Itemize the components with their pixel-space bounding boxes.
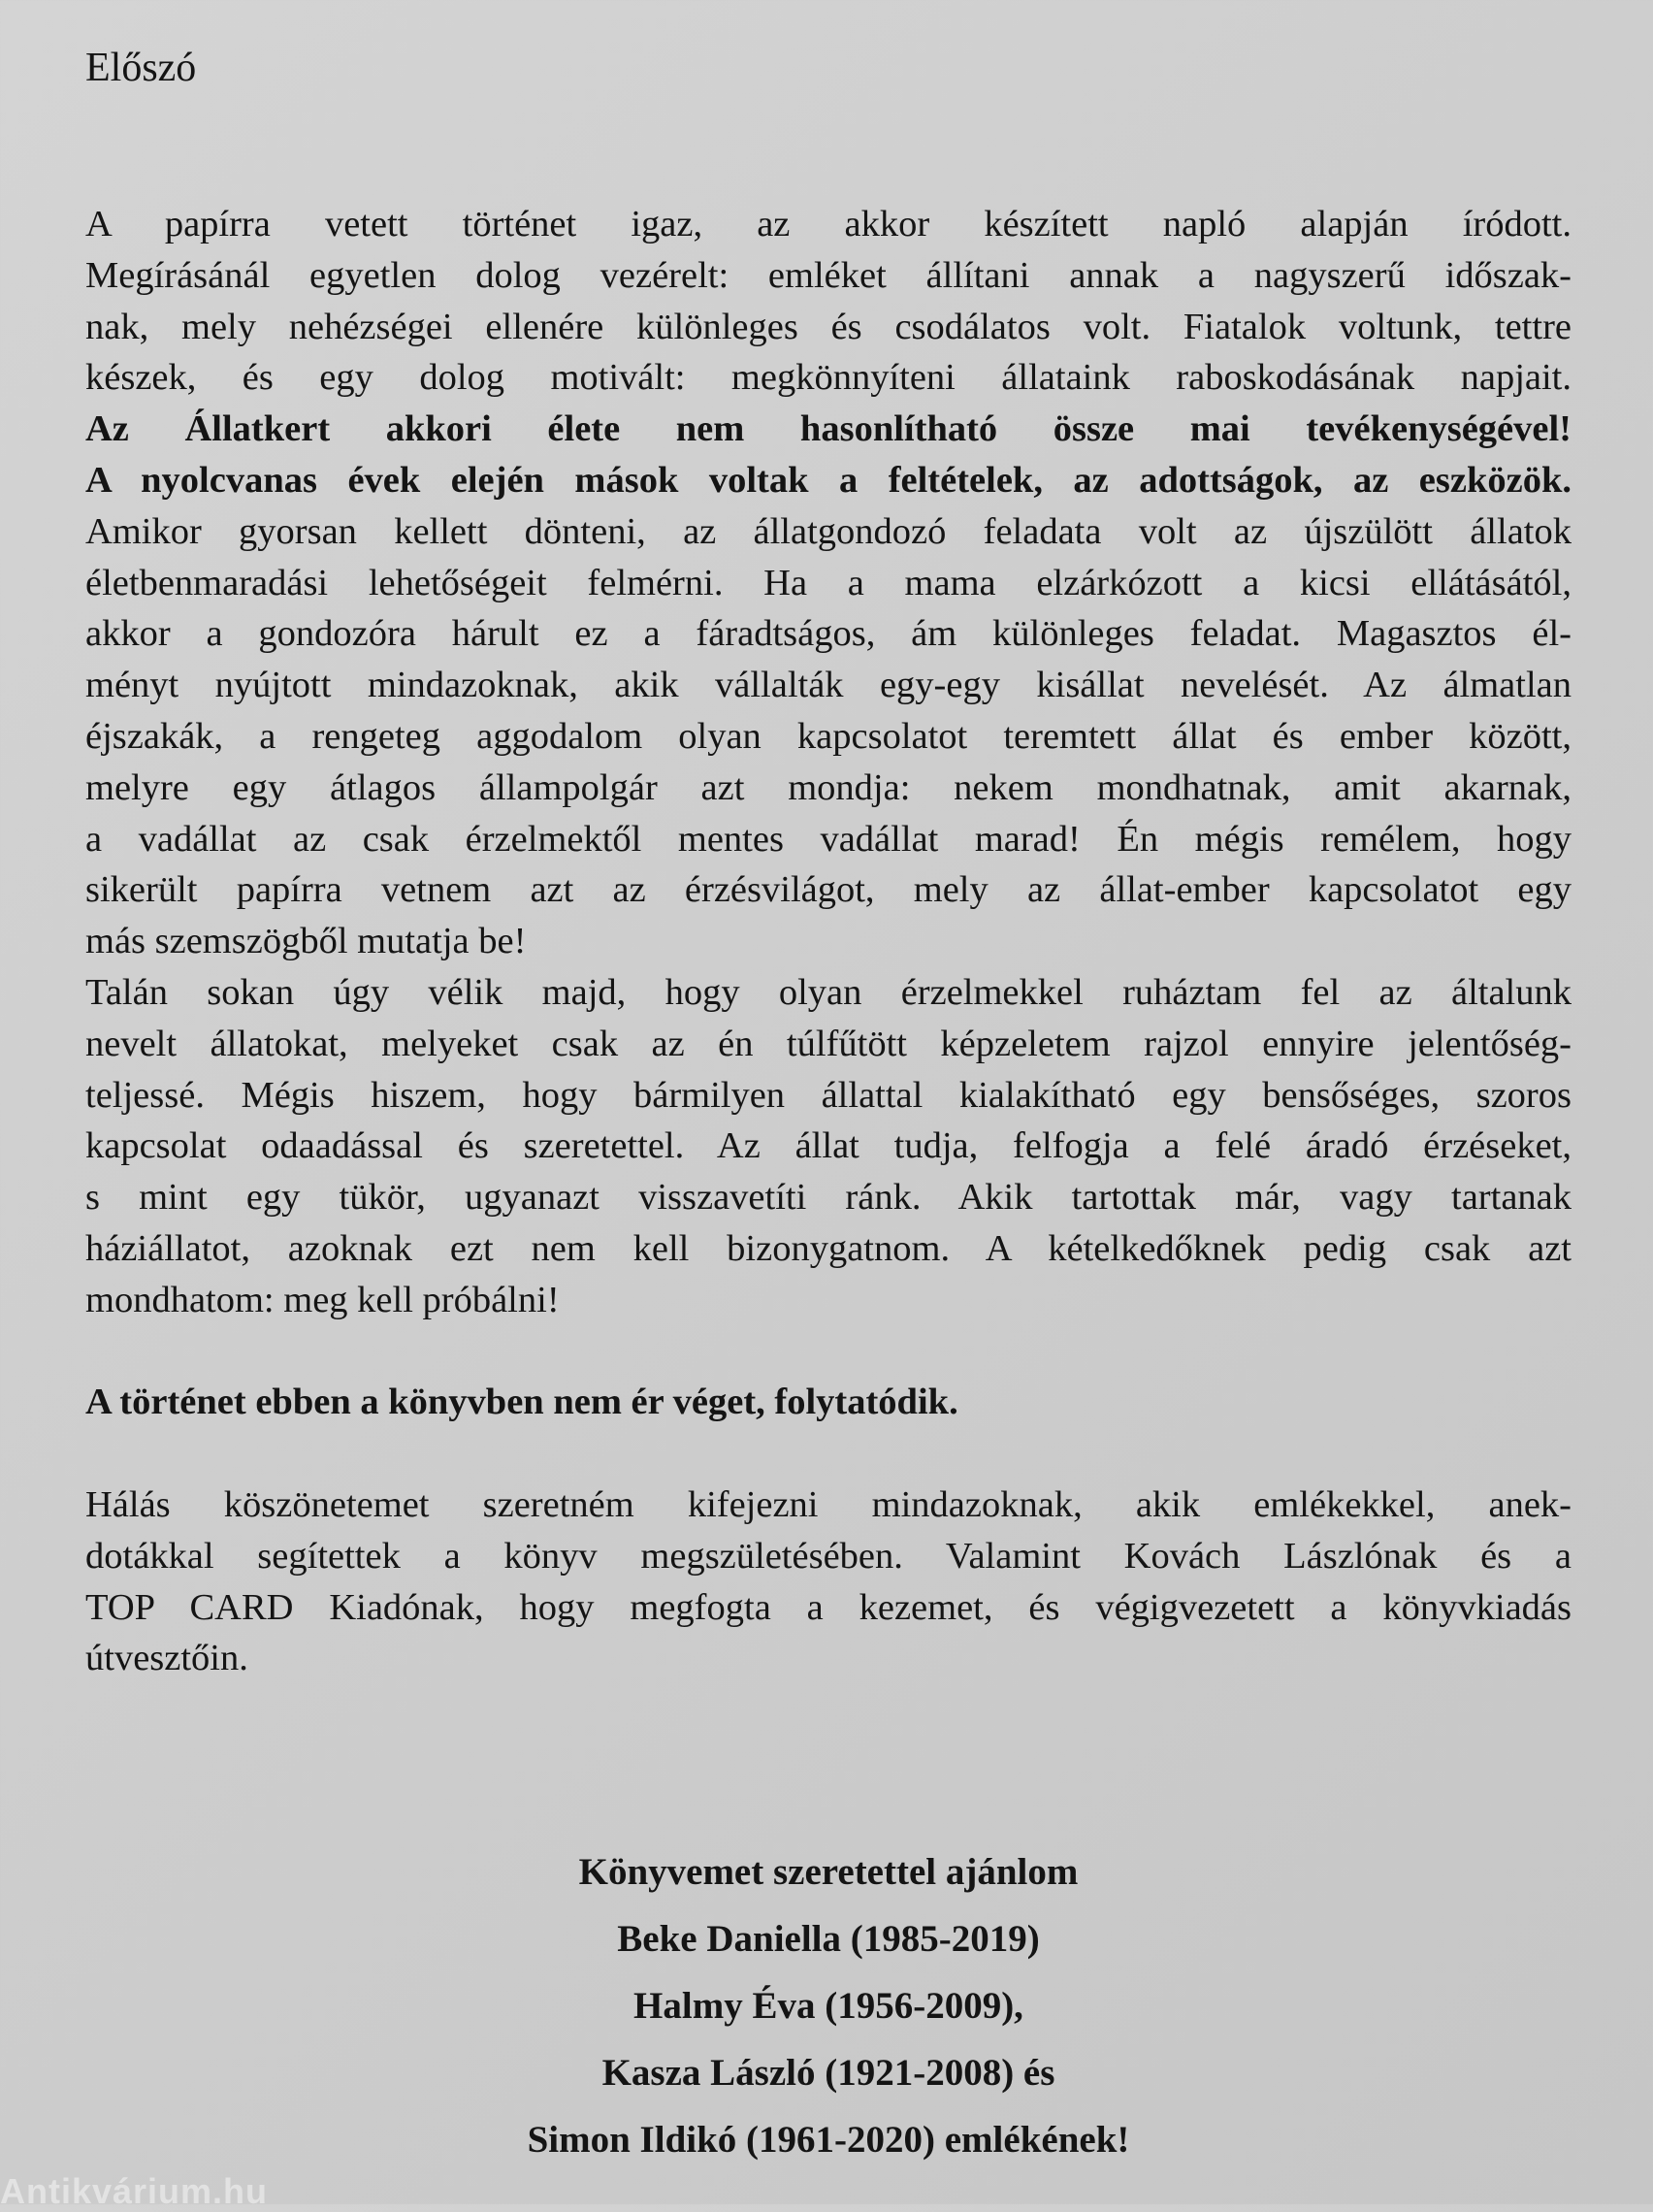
page-title: Előszó xyxy=(85,46,197,90)
bold-line: Az Állatkert akkori élete nem hasonlítható össze mai tevékenységével! xyxy=(85,408,1572,450)
paragraph-line: életbenmaradási lehetőségeit felmérni. Ha a mama elzárkózott a kicsi ellátásától, xyxy=(85,562,1572,603)
paragraph-line: melyre egy átlagos állampolgár azt mondja: nekem mondhatnak, amit akarnak, xyxy=(85,766,1572,808)
paragraph-line: nevelt állatokat, melyeket csak az én túlfűtött képzeletem rajzol ennyire jelentőség- xyxy=(85,1023,1572,1064)
paragraph-line: sikerült papírra vetnem azt az érzésvilágot, mely az állat-ember kapcsolatot egy xyxy=(85,869,1572,911)
paragraph-line: nak, mely nehézségei ellenére különleges és csodálatos volt. Fiatalok voltunk, tettre xyxy=(85,306,1572,347)
preface-body xyxy=(85,199,1572,1684)
paragraph-line: A papírra vetett történet igaz, az akkor készített napló alapján íródott. xyxy=(85,204,1572,244)
paragraph-line: más szemszögből mutatja be! xyxy=(85,921,527,962)
paragraph-line: a vadállat az csak érzelmektől mentes vadállat marad! Én mégis remélem, hogy xyxy=(85,818,1572,860)
paragraph-line: készek, és egy dolog motivált: megkönnyíteni állataink raboskodásának napjait. xyxy=(85,357,1572,399)
paragraph-line: ményt nyújtott mindazoknak, akik vállalták egy-egy kisállat nevelését. Az álmatlan xyxy=(85,665,1572,706)
paragraph-line: Talán sokan úgy vélik majd, hogy olyan érzelmekkel ruháztam fel az általunk xyxy=(85,971,1572,1013)
paragraph-line: Hálás köszönetemet szeretném kifejezni mindazoknak, akik emlékekkel, anek- xyxy=(85,1483,1572,1525)
paragraph-line: TOP CARD Kiadónak, hogy megfogta a kezemet, és végigvezetett a könyvkiadás xyxy=(85,1586,1572,1628)
paragraph-line: teljessé. Mégis hiszem, hogy bármilyen állattal kialakítható egy bensőséges, szoros xyxy=(85,1074,1572,1116)
dedication-line: Könyvemet szeretettel ajánlom xyxy=(578,1851,1079,1893)
dedication xyxy=(85,1838,1572,2173)
paragraph-line: mondhatom: meg kell próbálni! xyxy=(85,1279,560,1320)
bold-line: A nyolcvanas évek elején mások voltak a feltételek, az adottságok, az eszközök. xyxy=(85,459,1572,501)
paragraph-line: dotákkal segítettek a könyv megszületésében. Valamint Kovách Lászlónak és a xyxy=(85,1535,1572,1577)
bold-statement: A történet ebben a könyvben nem ér véget, folytatódik. xyxy=(85,1382,958,1423)
paragraph-line: kapcsolat odaadással és szeretettel. Az állat tudja, felfogja a felé áradó érzéseket, xyxy=(85,1125,1572,1167)
watermark: Antikvárium.hu xyxy=(0,2171,269,2211)
paragraph-line: háziállatot, azoknak ezt nem kell bizonygatnom. A kételkedőknek pedig csak azt xyxy=(85,1227,1572,1269)
paragraph-line: útvesztőin. xyxy=(85,1638,248,1679)
paragraph-line: Amikor gyorsan kellett dönteni, az állatgondozó feladata volt az újszülött állatok xyxy=(85,510,1572,552)
dedication-line: Beke Daniella (1985-2019) xyxy=(617,1918,1040,1960)
dedication-line: Simon Ildikó (1961-2020) emlékének! xyxy=(527,2119,1130,2161)
paragraph-line: éjszakák, a rengeteg aggodalom olyan kapcsolatot teremtett állat és ember között, xyxy=(85,715,1572,757)
paragraph-line: Megírásánál egyetlen dolog vezérelt: emléket állítani annak a nagyszerű időszak- xyxy=(85,254,1572,296)
paragraph-line: akkor a gondozóra hárult ez a fáradtságos, ám különleges feladat. Magasztos él- xyxy=(85,613,1572,655)
dedication-line: Kasza László (1921-2008) és xyxy=(601,2052,1055,2094)
paragraph-line: s mint egy tükör, ugyanazt visszavetíti ránk. Akik tartottak már, vagy tartanak xyxy=(85,1177,1572,1219)
dedication-line: Halmy Éva (1956-2009), xyxy=(633,1985,1023,2027)
